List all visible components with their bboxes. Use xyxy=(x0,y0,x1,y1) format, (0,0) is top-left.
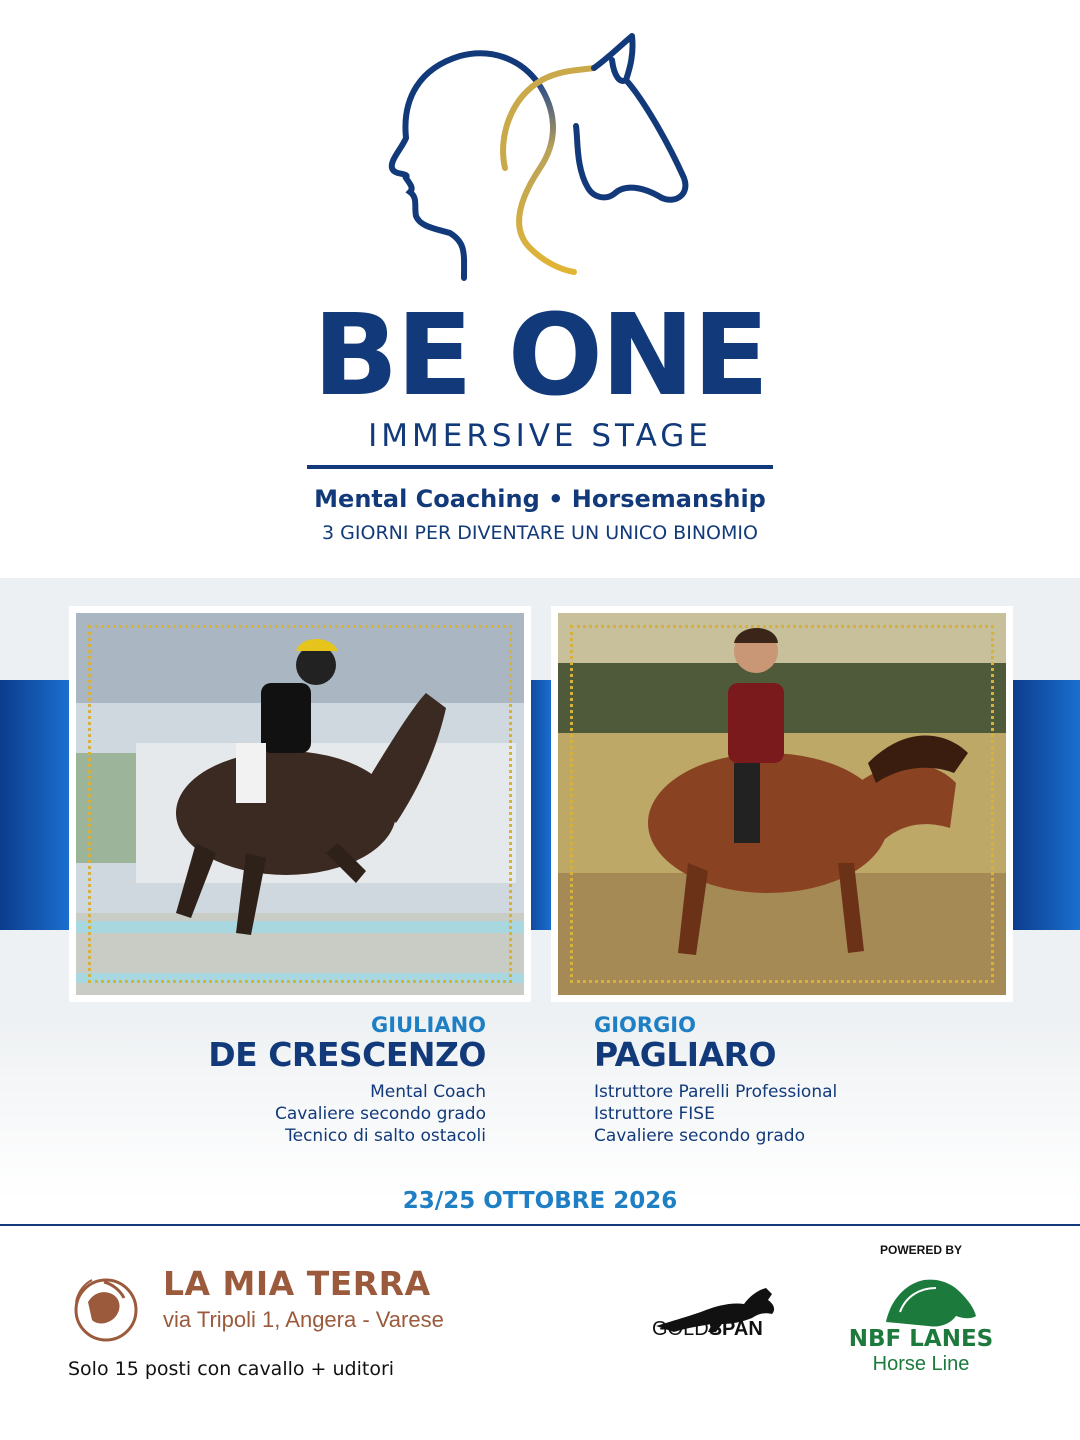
instructor-role: Tecnico di salto ostacoli xyxy=(285,1126,486,1147)
instructor-role: Mental Coach xyxy=(370,1082,486,1103)
instructor-last-name: PAGLIARO xyxy=(594,1035,777,1075)
instructor-photo-horsemanship xyxy=(551,606,1013,1002)
nbf-wordmark: NBF LANES xyxy=(848,1326,994,1352)
event-tagline-secondary: 3 GIORNI PER DIVENTARE UN UNICO BINOMIO xyxy=(322,522,758,544)
nbf-horse-head-logo xyxy=(880,1272,980,1330)
powered-by-label: POWERED BY xyxy=(880,1243,963,1257)
photo-gold-border xyxy=(88,625,512,983)
instructor-role: Istruttore FISE xyxy=(594,1104,715,1125)
footer-divider xyxy=(0,1224,1080,1226)
instructor-first-name: GIORGIO xyxy=(594,1013,696,1037)
venue-globe-horse-logo xyxy=(64,1262,154,1344)
title-divider xyxy=(307,465,773,469)
goldspan-suffix: SPAN xyxy=(708,1318,763,1340)
instructor-role: Cavaliere secondo grado xyxy=(594,1126,805,1147)
accent-bar-left xyxy=(0,680,70,930)
nbf-subline: Horse Line xyxy=(872,1353,970,1375)
event-tagline: Mental Coaching • Horsemanship xyxy=(314,485,766,513)
venue-address: via Tripoli 1, Angera - Varese xyxy=(163,1307,444,1332)
event-date: 23/25 OTTOBRE 2026 xyxy=(402,1188,678,1214)
event-title: BE ONE xyxy=(312,291,768,421)
photo-gold-border xyxy=(570,625,994,983)
event-subtitle: IMMERSIVE STAGE xyxy=(368,418,712,454)
venue-name: LA MIA TERRA xyxy=(163,1264,431,1303)
goldspan-prefix: GOLD xyxy=(652,1318,709,1340)
goldspan-wordmark xyxy=(652,1318,763,1341)
instructor-card-de-crescenzo xyxy=(180,1014,486,1147)
instructor-last-name: DE CRESCENZO xyxy=(208,1035,486,1075)
instructor-role: Cavaliere secondo grado xyxy=(275,1104,486,1125)
instructor-role: Istruttore Parelli Professional xyxy=(594,1082,838,1103)
seats-note: Solo 15 posti con cavallo + uditori xyxy=(68,1358,395,1380)
instructor-card-pagliaro xyxy=(594,1014,934,1147)
instructor-photo-show-jumping xyxy=(69,606,531,1002)
instructor-first-name: GIULIANO xyxy=(371,1013,486,1037)
accent-bar-right xyxy=(1012,680,1080,930)
head-horse-logo xyxy=(380,28,710,288)
